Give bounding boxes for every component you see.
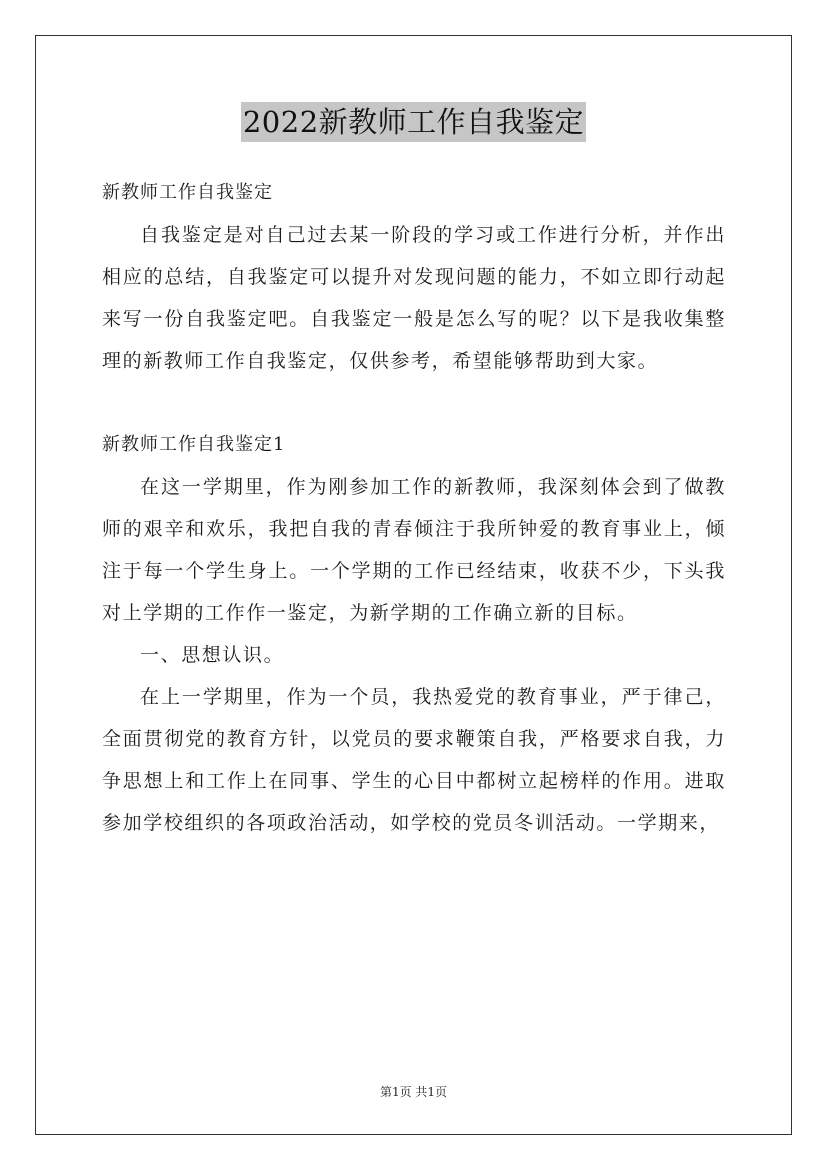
section-1-heading: 新教师工作自我鉴定1 <box>102 434 286 455</box>
section-1-paragraph-1: 在这一学期里，作为刚参加工作的新教师，我深刻体会到了做教师的艰辛和欢乐，我把自我的青春倾注于我所钟爱的教育事业上，倾注于每一个学生身上。一个学期的工作已经结束，收获不少，下头我对上学期的工作作一鉴定，为新学期的工作确立新的目标。 <box>102 476 726 624</box>
document-body <box>102 172 726 844</box>
section-spacer <box>102 382 726 424</box>
page-footer: 第1页 共1页 <box>379 1085 448 1099</box>
intro-paragraph: 自我鉴定是对自己过去某一阶段的学习或工作进行分析，并作出相应的总结，自我鉴定可以提升对发现问题的能力，不如立即行动起来写一份自我鉴定吧。自我鉴定一般是怎么写的呢？以下是我收集整理的新教师工作自我鉴定，仅供参考，希望能够帮助到大家。 <box>102 224 726 372</box>
section-1-subheading: 一、思想认识。 <box>140 644 285 666</box>
main-heading: 新教师工作自我鉴定 <box>102 182 273 203</box>
document-title: 2022新教师工作自我鉴定 <box>241 102 586 142</box>
section-1-paragraph-2: 在上一学期里，作为一个员，我热爱党的教育事业，严于律己，全面贯彻党的教育方针，以党员的要求鞭策自我，严格要求自我，力争思想上和工作上在同事、学生的心目中都树立起榜样的作用。进取参加学校组织的各项政治活动，如学校的党员冬训活动。一学期来， <box>102 686 726 834</box>
title-container <box>0 102 827 142</box>
